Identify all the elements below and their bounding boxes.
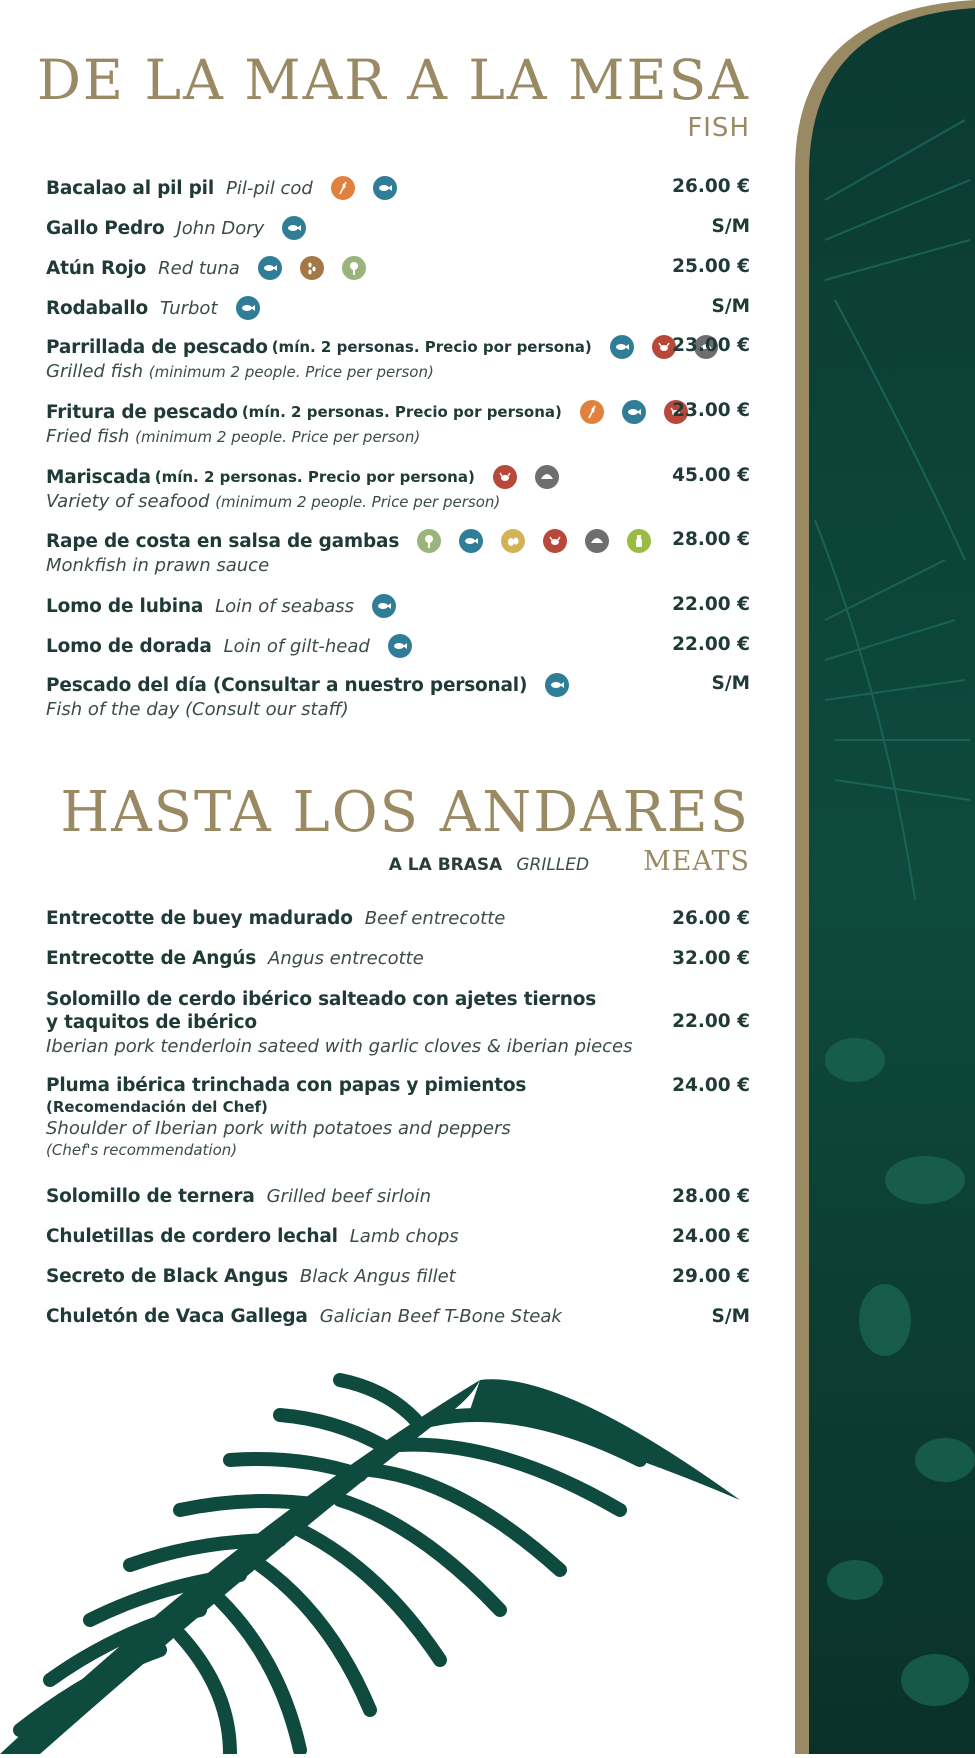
menu-item (46, 1306, 750, 1327)
fish-icon (236, 296, 260, 320)
dish-note: (mín. 2 personas. Precio por persona) (271, 338, 592, 356)
dish-price: 29.00 € (672, 1266, 750, 1287)
dish-english: Black Angus fillet (299, 1266, 456, 1287)
menu-item (46, 335, 750, 382)
dish-price: 24.00 € (672, 1075, 750, 1096)
crustacean-icon (543, 529, 567, 553)
dish-english: Fish of the day (Consult our staff) (46, 699, 349, 720)
dish-english: Iberian pork tenderloin sateed with garlic cloves & iberian pieces (46, 1036, 633, 1057)
dish-name: Parrillada de pescado (46, 336, 268, 358)
mollusc-icon (535, 465, 559, 489)
dish-price: S/M (711, 1306, 750, 1327)
mollusc-icon (585, 529, 609, 553)
dish-price: 22.00 € (672, 594, 750, 615)
dish-english: Grilled beef sirloin (266, 1186, 432, 1207)
gluten-icon (580, 400, 604, 424)
sesame-icon (300, 256, 324, 280)
dish-english-note: (minimum 2 people. Price per person) (215, 493, 501, 511)
dish-price: S/M (711, 296, 750, 317)
dish-name: Solomillo de cerdo ibérico salteado con ajetes tiernos y taquitos de ibérico (46, 989, 597, 1033)
dish-english: Monkfish in prawn sauce (46, 555, 270, 576)
dish-name: Secreto de Black Angus (46, 1266, 288, 1287)
fish-icon (388, 634, 412, 658)
dish-price: 26.00 € (672, 176, 750, 197)
mustard-icon (627, 529, 651, 553)
dish-name: Lomo de dorada (46, 635, 212, 657)
palm-leaf-image (0, 1360, 780, 1758)
dish-name: Entrecotte de buey madurado (46, 908, 353, 929)
dish-english: John Dory (176, 217, 265, 239)
dish-english-note: (minimum 2 people. Price per person) (148, 363, 434, 381)
dish-english: Lamb chops (349, 1226, 459, 1247)
fish-section-subtitle: FISH (687, 113, 750, 143)
dish-price: 45.00 € (672, 465, 750, 486)
dish-name: Pescado del día (Consultar a nuestro personal) (46, 674, 528, 696)
menu-item (46, 529, 750, 576)
meat-section-title: HASTA LOS ANDARES (60, 780, 750, 845)
meats-label: MEATS (643, 846, 750, 877)
menu-item (46, 256, 750, 280)
dish-name: Pluma ibérica trinchada con papas y pimientos (46, 1075, 527, 1096)
dish-price: 24.00 € (672, 1226, 750, 1247)
dish-name: Solomillo de ternera (46, 1186, 255, 1207)
crustacean-icon (493, 465, 517, 489)
dish-price: 25.00 € (672, 256, 750, 277)
dish-english: Pil-pil cod (225, 177, 313, 199)
dish-name: Mariscada (46, 466, 151, 488)
menu-item (46, 400, 750, 447)
dish-english-note: (Chef's recommendation) (46, 1141, 238, 1159)
celery-icon (342, 256, 366, 280)
dish-english: Variety of seafood (46, 491, 210, 512)
fish-icon (258, 256, 282, 280)
dish-english: Loin of seabass (215, 595, 355, 617)
meat-section-subtitle (389, 846, 750, 877)
dish-name: Fritura de pescado (46, 401, 238, 423)
menu-item (46, 216, 750, 240)
menu-item (46, 594, 750, 618)
dish-name: Chuletón de Vaca Gallega (46, 1306, 308, 1327)
menu-item (46, 988, 750, 1057)
dish-price: 32.00 € (672, 948, 750, 969)
dish-price: 22.00 € (672, 1011, 750, 1032)
foliage-side-panel (795, 0, 975, 1754)
fish-icon (622, 400, 646, 424)
menu-item (46, 465, 750, 512)
dish-english: Turbot (160, 297, 218, 319)
dish-english: Red tuna (158, 257, 240, 279)
dish-english: Shoulder of Iberian pork with potatoes and peppers (46, 1118, 511, 1139)
dish-name: Rape de costa en salsa de gambas (46, 530, 400, 552)
menu-item (46, 1186, 750, 1207)
dish-name: Atún Rojo (46, 257, 147, 279)
menu-item (46, 1226, 750, 1247)
dish-price: 28.00 € (672, 1186, 750, 1207)
celery-icon (417, 529, 441, 553)
dish-name: Rodaballo (46, 297, 149, 319)
fish-icon (372, 594, 396, 618)
dish-price: 28.00 € (672, 529, 750, 550)
dish-note: (Recomendación del Chef) (46, 1098, 268, 1116)
menu-item (46, 673, 750, 720)
dish-price: 23.00 € (672, 400, 750, 421)
fish-icon (459, 529, 483, 553)
menu-item (46, 908, 750, 929)
egg-icon (501, 529, 525, 553)
dish-price: S/M (711, 673, 750, 694)
fish-icon (610, 335, 634, 359)
menu-item (46, 948, 750, 969)
dish-english: Angus entrecotte (268, 948, 424, 969)
dish-price: 23.00 € (672, 335, 750, 356)
fish-icon (373, 176, 397, 200)
dish-name: Chuletillas de cordero lechal (46, 1226, 338, 1247)
gluten-icon (331, 176, 355, 200)
menu-item (46, 634, 750, 658)
grilled-english: GRILLED (516, 855, 590, 875)
dish-english: Grilled fish (46, 361, 143, 382)
dish-price: 26.00 € (672, 908, 750, 929)
dish-english: Beef entrecotte (364, 908, 506, 929)
dish-name: Entrecotte de Angús (46, 948, 257, 969)
fish-section-title: DE LA MAR A LA MESA (36, 48, 750, 112)
dish-english: Loin of gilt-head (223, 635, 370, 657)
dish-english-note: (minimum 2 people. Price per person) (135, 428, 421, 446)
dish-name: Gallo Pedro (46, 217, 165, 239)
menu-item (46, 176, 750, 200)
menu-item (46, 1266, 750, 1287)
dish-english: Galician Beef T-Bone Steak (319, 1306, 562, 1327)
fish-icon (545, 673, 569, 697)
dish-note: (mín. 2 personas. Precio por persona) (241, 403, 562, 421)
dish-price: S/M (711, 216, 750, 237)
menu-item (46, 296, 750, 320)
fish-icon (282, 216, 306, 240)
menu-item (46, 1075, 750, 1159)
dish-english: Fried fish (46, 426, 130, 447)
dish-name: Bacalao al pil pil (46, 177, 214, 199)
dish-price: 22.00 € (672, 634, 750, 655)
dish-name: Lomo de lubina (46, 595, 204, 617)
dish-note: (mín. 2 personas. Precio por persona) (154, 468, 475, 486)
grilled-spanish: A LA BRASA (388, 855, 503, 875)
